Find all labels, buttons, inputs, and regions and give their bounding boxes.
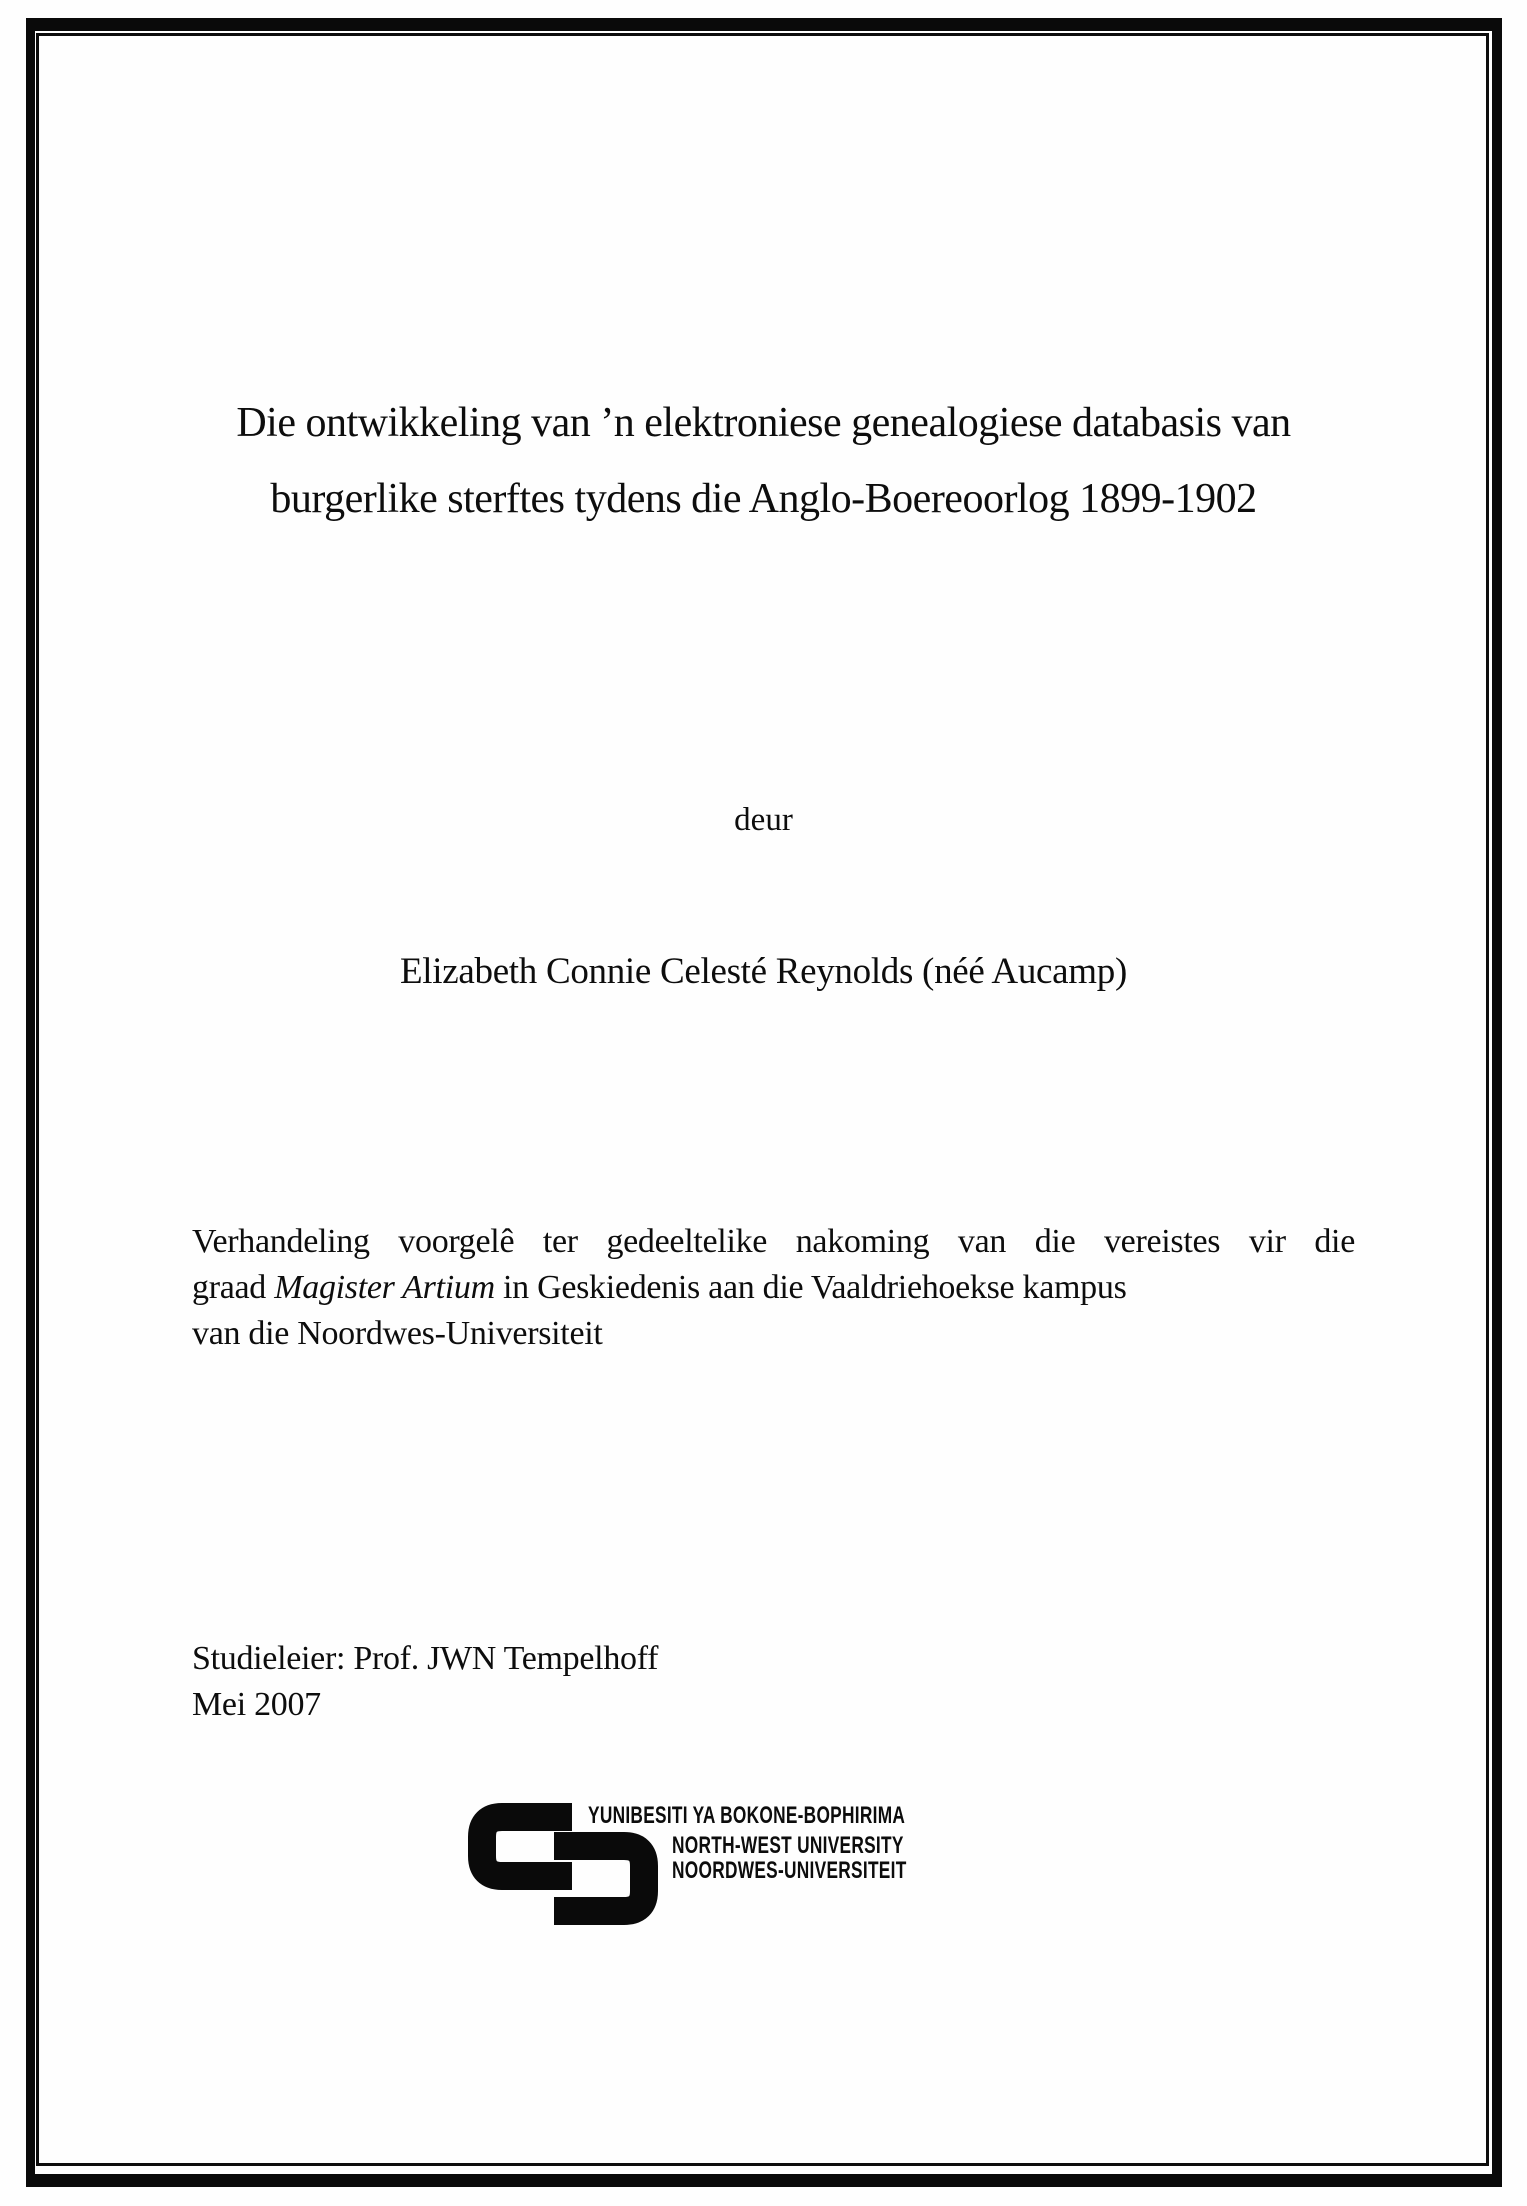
logo-text-english: NORTH-WEST UNIVERSITY bbox=[672, 1832, 904, 1859]
thesis-title bbox=[85, 385, 1442, 537]
supervisor-line: Studieleier: Prof. JWN Tempelhoff bbox=[192, 1640, 659, 1677]
author-name: Elizabeth Connie Celesté Reynolds (néé Aucamp) bbox=[399, 951, 1127, 992]
degree-statement-line2-post: in Geskiedenis aan die Vaaldriehoekse kampus bbox=[494, 1269, 1127, 1306]
degree-statement-line3: van die Noordwes-Universiteit bbox=[192, 1315, 603, 1352]
supervisor-block bbox=[192, 1636, 658, 1728]
degree-statement-line2-pre: graad bbox=[192, 1269, 275, 1306]
date-line: Mei 2007 bbox=[192, 1686, 321, 1723]
byline: deur bbox=[734, 802, 793, 838]
thesis-title-line2: burgerlike sterftes tydens die Anglo-Boereoorlog 1899-1902 bbox=[270, 476, 1257, 522]
logo-text-afrikaans: NOORDWES-UNIVERSITEIT bbox=[672, 1857, 907, 1884]
degree-statement-line1: Verhandeling voorgelê ter gedeeltelike nakoming van die vereistes vir die bbox=[192, 1223, 1355, 1260]
degree-statement bbox=[192, 1219, 1355, 1357]
degree-name-italic: Magister Artium bbox=[274, 1269, 495, 1306]
logo-text-setswana: YUNIBESITI YA BOKONE-BOPHIRIMA bbox=[588, 1802, 906, 1829]
thesis-title-line1: Die ontwikkeling van ’n elektroniese genealogiese databasis van bbox=[236, 400, 1291, 446]
degree-statement-line2 bbox=[192, 1265, 1355, 1311]
